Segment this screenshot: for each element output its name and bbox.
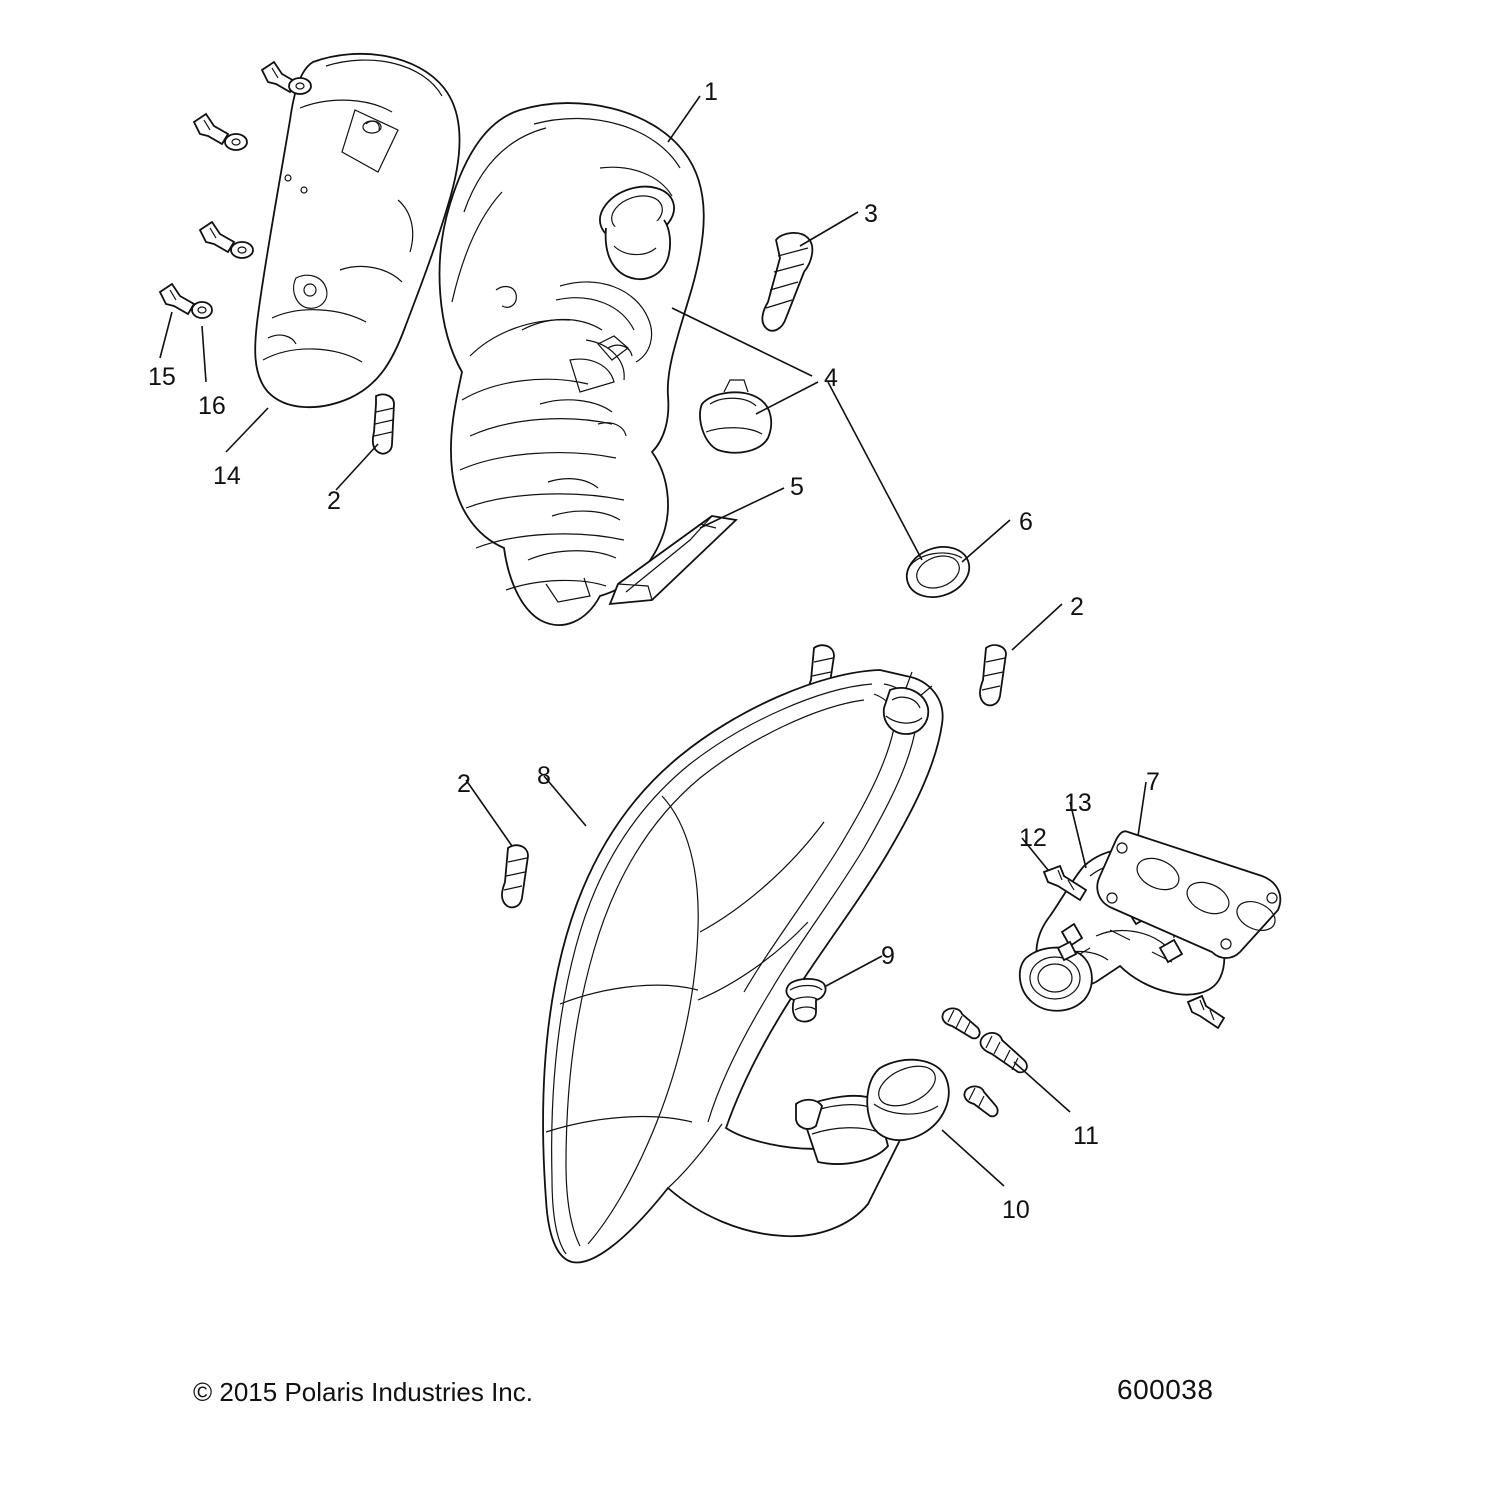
part-seal-ring <box>900 539 977 606</box>
callout-10: 10 <box>1002 1196 1030 1224</box>
callout-3: 3 <box>864 200 878 228</box>
part-exhaust-spring <box>762 233 812 331</box>
part-flange-bolt-b <box>1188 996 1224 1028</box>
part-spring-hook-c <box>502 845 528 907</box>
part-stud-a <box>942 1008 979 1038</box>
callout-12: 12 <box>1019 824 1047 852</box>
callout-11: 11 <box>1073 1122 1099 1150</box>
callout-2-a: 2 <box>327 487 341 515</box>
callout-13: 13 <box>1064 789 1092 817</box>
part-rubber-grommet <box>786 979 825 1022</box>
part-screw-3 <box>200 222 234 252</box>
part-washer-3 <box>231 242 253 258</box>
callout-15: 15 <box>148 363 176 391</box>
callout-1: 1 <box>704 78 718 106</box>
part-coupler-sleeve <box>867 1058 948 1140</box>
callout-2-b: 2 <box>1070 593 1084 621</box>
callout-7: 7 <box>1146 768 1160 796</box>
part-spring-hook-b <box>980 645 1006 705</box>
callout-5: 5 <box>790 473 804 501</box>
part-washer-1 <box>289 78 311 94</box>
part-stud-c <box>964 1086 997 1116</box>
callout-16: 16 <box>198 392 226 420</box>
callout-6: 6 <box>1019 508 1033 536</box>
callout-9: 9 <box>881 942 895 970</box>
callout-8: 8 <box>537 762 551 790</box>
part-inner-heat-shield <box>255 54 459 407</box>
part-washer-4 <box>192 302 212 318</box>
part-screw-2 <box>194 114 228 144</box>
part-clamp-bracket <box>700 380 771 453</box>
callout-14: 14 <box>213 462 241 490</box>
part-muffler-assembly <box>440 103 704 625</box>
part-washer-2 <box>225 134 247 150</box>
callout-2-c: 2 <box>457 770 471 798</box>
part-spring-hook-a <box>373 394 394 453</box>
copyright-notice: © 2015 Polaris Industries Inc. <box>193 1377 533 1407</box>
drawing-part-number: 600038 <box>1117 1374 1214 1405</box>
part-screw-4 <box>160 284 194 314</box>
callout-4: 4 <box>824 364 838 392</box>
